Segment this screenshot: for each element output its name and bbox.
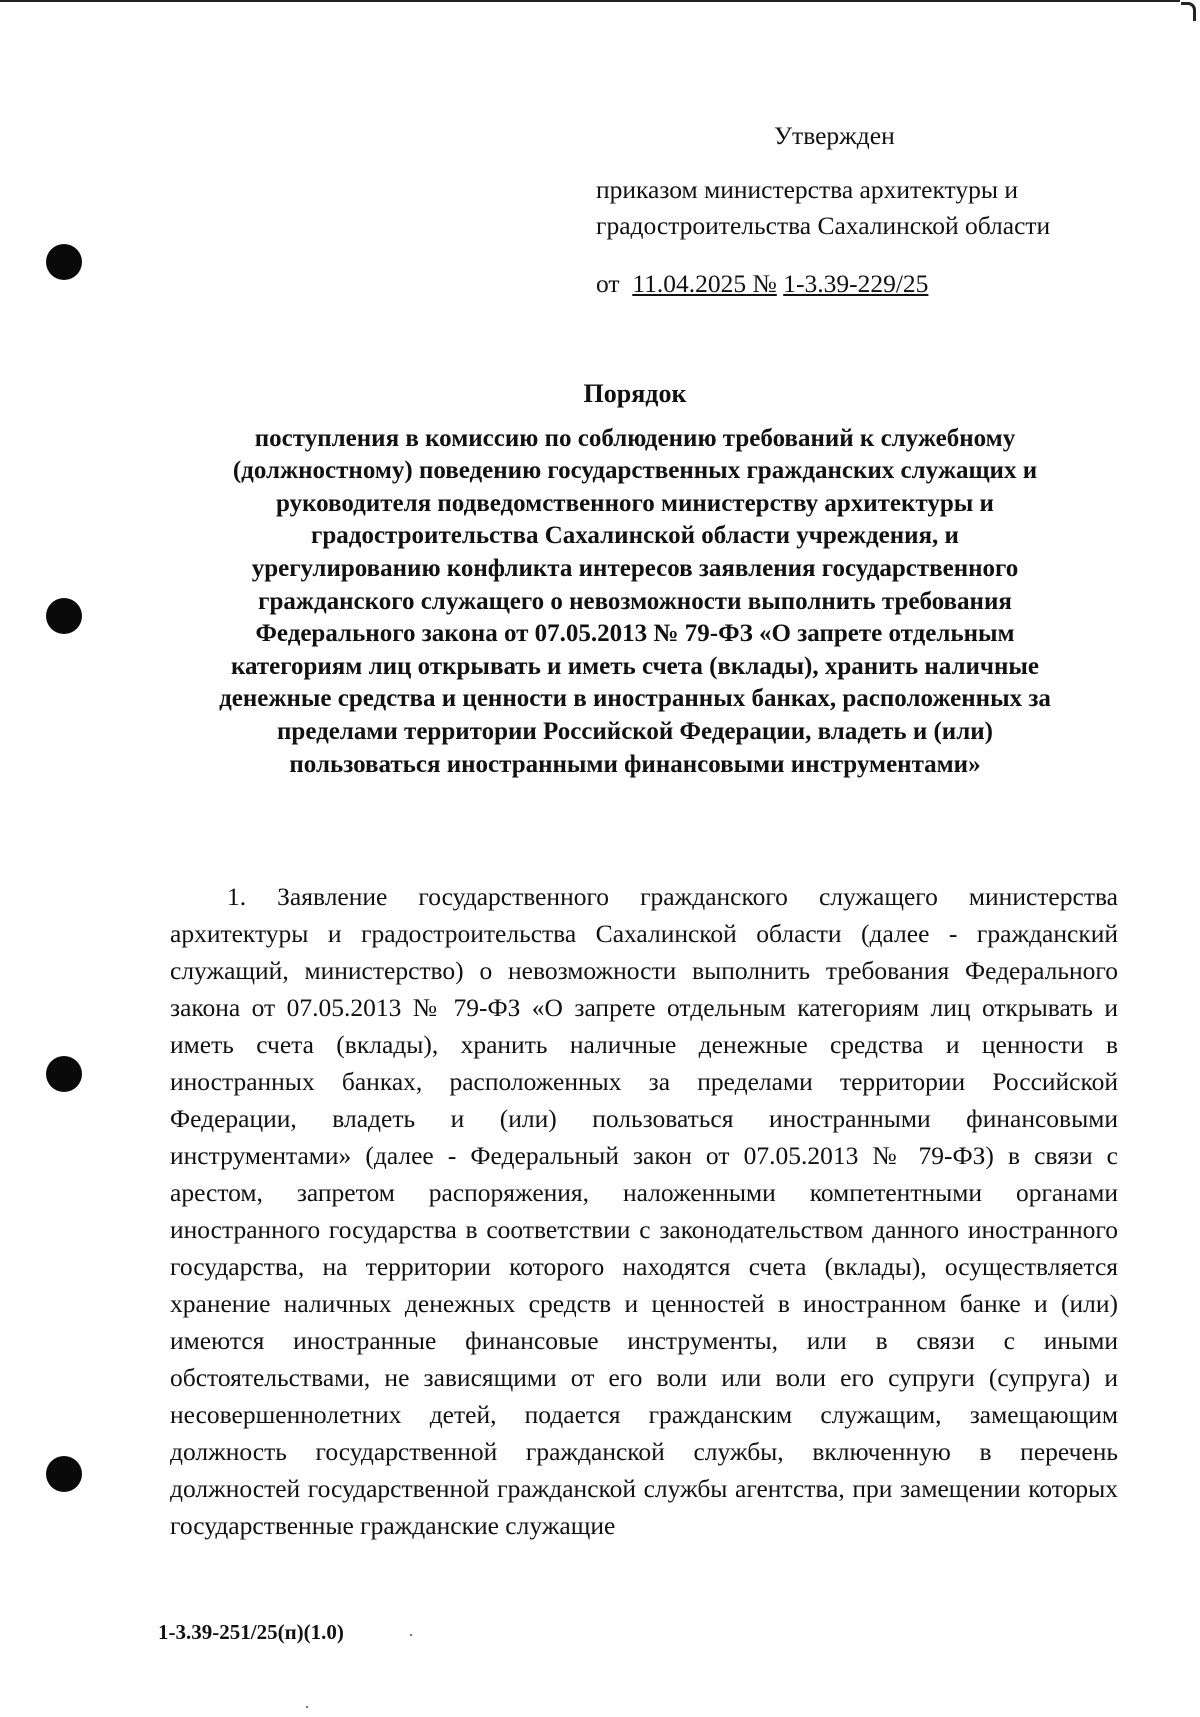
punch-hole-4 [46, 1456, 82, 1492]
scan-top-edge [0, 0, 1180, 2]
heading-line: пределами территории Российской Федерации, владеть и (или) [277, 717, 993, 745]
heading-line: денежные средства и ценности в иностранных банках, расположенных за [219, 685, 1051, 713]
document-heading [150, 378, 1120, 781]
heading-line: (должностному) поведению государственных гражданских служащих и [232, 457, 1038, 485]
approved-label: Утвержден [774, 121, 895, 150]
number-sign: № [752, 269, 777, 298]
order-date-line [596, 266, 1156, 302]
scan-speck [306, 1706, 308, 1708]
heading-line: градостроительства Сахалинской области учреждения, и [311, 522, 959, 550]
order-date: 11.04.2025 [632, 269, 747, 298]
scan-speck [410, 1634, 412, 1636]
approval-line-2: градостроительства Сахалинской области [596, 211, 1051, 240]
heading-line: категориям лиц открывать и иметь счета (вклады), хранить наличные [230, 652, 1039, 680]
order-number: 1-3.39-229/25 [783, 269, 929, 298]
approval-block [596, 118, 1156, 302]
heading-line: гражданского служащего о невозможности выполнить требования [258, 587, 1012, 615]
punch-hole-1 [46, 244, 82, 280]
approval-line-1: приказом министерства архитектуры и [596, 175, 1018, 204]
heading-line: Федерального закона от 07.05.2013 № 79-ФЗ «О запрете отдельным [255, 620, 1015, 648]
footer-document-code: 1-3.39-251/25(п)(1.0) [158, 1620, 344, 1644]
scan-corner-mark [1181, 2, 1196, 21]
heading-line: пользоваться иностранными финансовыми инструментами» [289, 750, 981, 778]
document-title: Порядок [583, 379, 687, 408]
heading-line: урегулированию конфликта интересов заявления государственного [251, 554, 1019, 582]
heading-line: руководителя подведомственного министерству архитектуры и [276, 489, 994, 517]
punch-hole-3 [46, 1056, 82, 1092]
heading-line: поступления в комиссию по соблюдению требований к служебному [254, 424, 1016, 452]
punch-hole-2 [46, 598, 82, 634]
paragraph-1: 1. Заявление государственного гражданского служащего министерства архитектуры и градостроительства Сахалинской области (далее - гражданский служащий, министерство) о невозможности выполнить требования Федерального закона от 07.05.2013 № 79-ФЗ «О запрете отдельным категориям лиц открывать и иметь счета (вклады), хранить наличные денежные средства и ценности в иностранных банках, расположенных за пределами территории Российской Федерации, владеть и (или) пользоваться иностранными финансовыми инструментами» (далее - Федеральный закон от 07.05.2013 № 79-ФЗ) в связи с арестом, запретом распоряжения, наложенными компетентными органами иностранного государства в соответствии с законодательством данного иностранного государства, на территории которого находятся счета (вклады), осуществляется хранение наличных денежных средств и ценностей в иностранном банке и (или) имеются иностранные финансовые инструменты, или в связи с иными обстоятельствами, не зависящими от его воли или воли его супруги (супруга) и несовершеннолетних детей, подается гражданским служащим, замещающим должность государственной гражданской службы, включенную в перечень должностей государственной гражданской службы агентства, при замещении которых государственные гражданские служащие [170, 882, 1118, 1540]
from-prefix: от [596, 269, 620, 298]
